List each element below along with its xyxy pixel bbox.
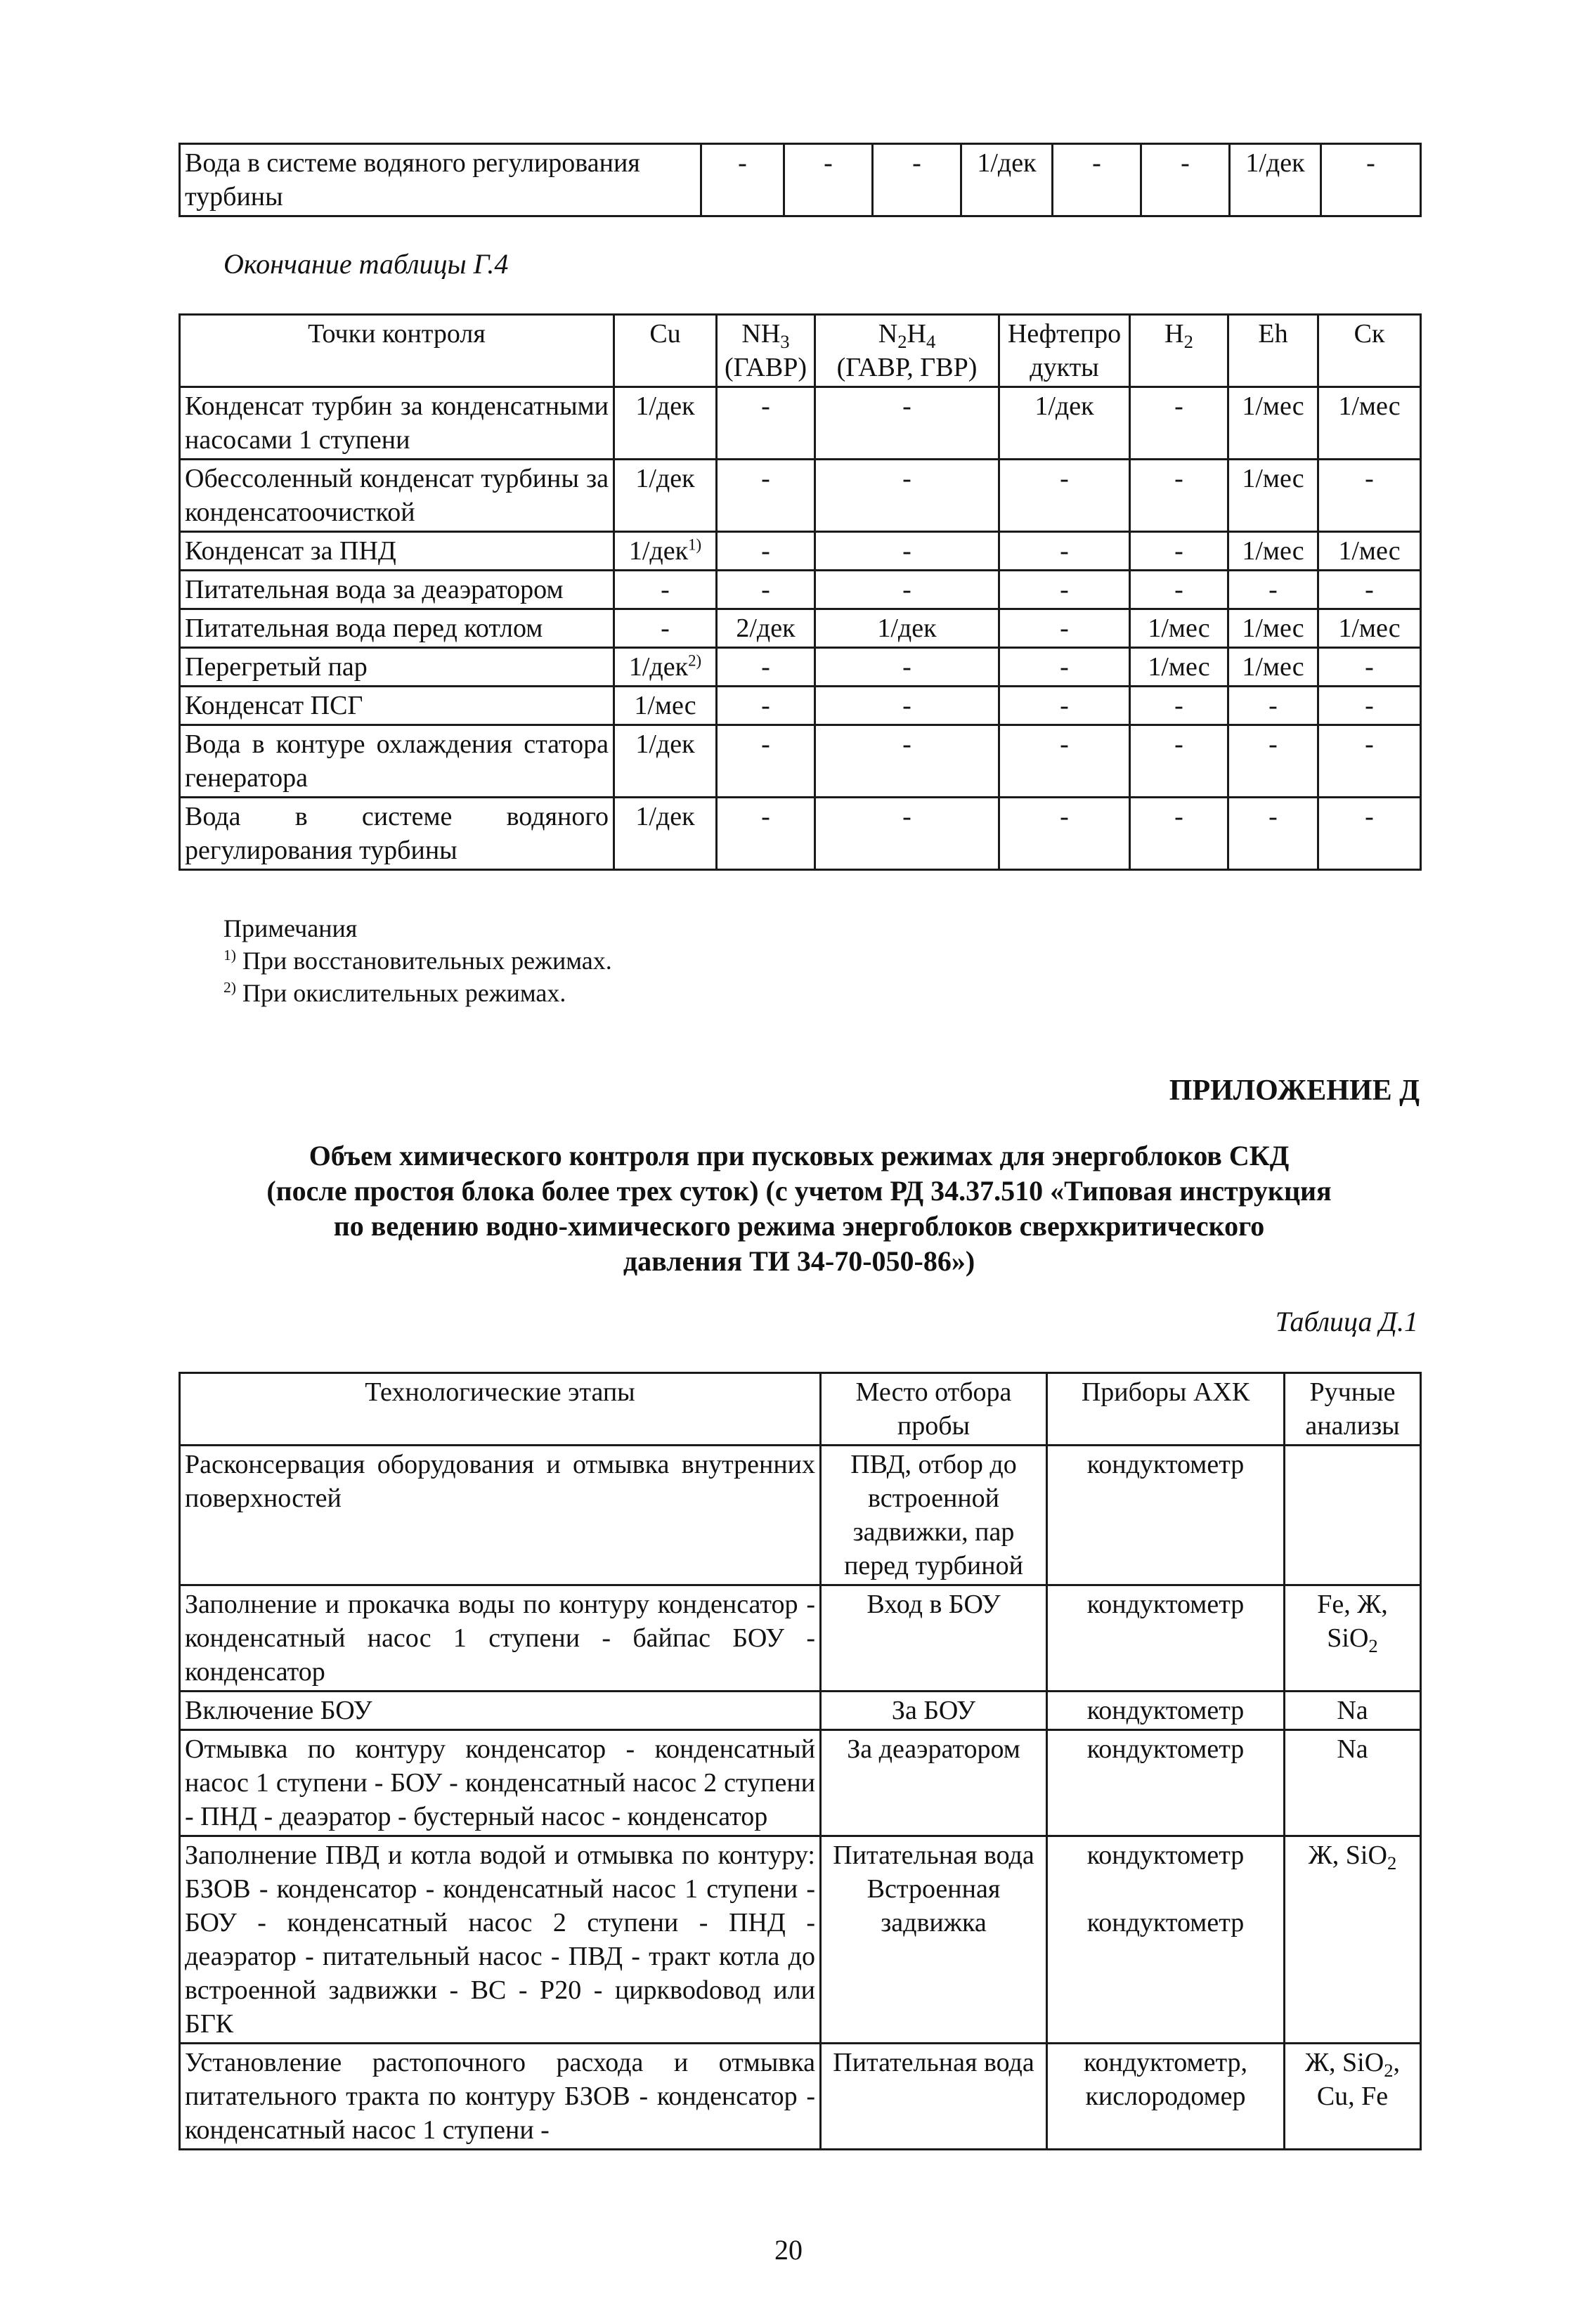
cell: -	[784, 144, 873, 216]
manual-cell: Na	[1285, 1730, 1421, 1836]
place-cell: Питательная вода	[821, 2044, 1047, 2150]
stage-cell: Заполнение ПВД и котла водой и отмывка по контуру: БЗОВ - конденсатор - конденсатный насос 1 ступени - БОУ - конденсатный насос 2 ступени - ПНД - деаэратор - питательный насос - ПВД - тракт котла до встроенной задвижки - ВС - Р20 - цирквodовод или БГК	[180, 1836, 821, 2044]
cell-n2h4: -	[815, 798, 999, 870]
cell-oil: -	[999, 571, 1130, 609]
cell-ck: -	[1318, 648, 1421, 687]
cell-ck: -	[1318, 460, 1421, 532]
cell-h2: 1/мес	[1130, 609, 1228, 648]
table-d1-caption: Таблица Д.1	[1275, 1306, 1418, 1337]
manual-cell: Fe, Ж, SiO$_2$	[1285, 1585, 1421, 1692]
cell-cu: 1/дек	[614, 460, 717, 532]
cell-n2h4: -	[815, 571, 999, 609]
appendix-title: ПРИЛОЖЕНИЕ Д	[1169, 1075, 1420, 1107]
row-label: Вода в системе водяного регулирования турбины	[180, 798, 614, 870]
cell-nh3: -	[717, 648, 815, 687]
cell: -	[701, 144, 784, 216]
table-row	[180, 609, 1421, 648]
table-row	[180, 144, 1421, 216]
row-label: Конденсат турбин за конденсатными насосами 1 ступени	[180, 387, 614, 460]
cell-cu: 1/дек	[614, 798, 717, 870]
header-stage: Технологические этапы	[180, 1373, 821, 1446]
row-label: Питательная вода за деаэратором	[180, 571, 614, 609]
devices-b: кондуктометр	[1086, 1908, 1245, 1937]
table-d1	[179, 1372, 1422, 2150]
cell-cu: 1/дек	[614, 387, 717, 460]
cell-nh3: -	[717, 460, 815, 532]
stage-cell: Включение БОУ	[180, 1692, 821, 1730]
devices-cell: кондуктометр	[1047, 1692, 1285, 1730]
table-row	[180, 687, 1421, 725]
place-cell: Вход в БОУ	[821, 1585, 1047, 1692]
cell-n2h4: -	[815, 532, 999, 571]
stage-cell: Установление растопочного расхода и отмывка питательного тракта по контуру БЗОВ - конденсатор - конденсатный насос 1 ступени -	[180, 2044, 821, 2150]
devices-cell: кондуктометр	[1047, 1730, 1285, 1836]
cell-h2: -	[1130, 460, 1228, 532]
cell-oil: -	[999, 532, 1130, 571]
cell-h2: -	[1130, 532, 1228, 571]
place-cell: ПВД, отбор до встроенной задвижки, пар перед турбиной	[821, 1446, 1047, 1585]
page-number: 20	[774, 2234, 803, 2266]
header-point: Точки контроля	[180, 315, 614, 387]
cell-ck: 1/мес	[1318, 532, 1421, 571]
cell-n2h4: -	[815, 387, 999, 460]
table-g4-caption: Окончание таблицы Г.4	[223, 248, 509, 280]
cell: -	[1321, 144, 1421, 216]
cell-nh3: 2/дек	[717, 609, 815, 648]
table-row	[180, 532, 1421, 571]
cell-nh3: -	[717, 725, 815, 798]
header-h2: $H_2$	[1130, 315, 1228, 387]
table-g4	[179, 313, 1422, 871]
header-ck: Ск	[1318, 315, 1421, 387]
cell-eh: -	[1228, 571, 1318, 609]
note-1: $^{1)}$ При восстановительных режимах.	[223, 947, 612, 975]
manual-cell: Na	[1285, 1692, 1421, 1730]
table-row	[180, 798, 1421, 870]
header-sample-place: Место отбора пробы	[821, 1373, 1047, 1446]
devices-a: кондуктометр	[1086, 1841, 1245, 1870]
top-continuation-table	[179, 143, 1422, 217]
cell-oil: 1/дек	[999, 387, 1130, 460]
header-n2h4: $N_2H_4$ (ГАВР, ГВР)	[815, 315, 999, 387]
cell-h2: -	[1130, 798, 1228, 870]
table-row	[180, 387, 1421, 460]
header-manual: Ручные анализы	[1285, 1373, 1421, 1446]
stage-cell: Расконсервация оборудования и отмывка внутренних поверхностей	[180, 1446, 821, 1585]
heading-line: (после простоя блока более трех суток) (с учетом РД 34.37.510 «Типовая инструкция	[266, 1175, 1332, 1207]
row-label: Конденсат за ПНД	[180, 532, 614, 571]
cell-ck: -	[1318, 725, 1421, 798]
devices-cell	[1047, 1836, 1285, 2044]
cell-nh3: -	[717, 387, 815, 460]
cell-eh: -	[1228, 725, 1318, 798]
cell-cu: 1/дек	[614, 725, 717, 798]
cell-eh: 1/мес	[1228, 648, 1318, 687]
cell: -	[873, 144, 961, 216]
cell-oil: -	[999, 460, 1130, 532]
manual-cell	[1285, 1446, 1421, 1585]
cell-ck: -	[1318, 798, 1421, 870]
table-header-row	[180, 1373, 1421, 1446]
header-oil-products: Нефтепро дукты	[999, 315, 1130, 387]
place-builtin-valve: Встроенная задвижка	[867, 1874, 1001, 1937]
manual-cell: Ж, SiO$_2$, Cu, Fe	[1285, 2044, 1421, 2150]
cell-ck: 1/мес	[1318, 387, 1421, 460]
cell-oil: -	[999, 687, 1130, 725]
stage-cell: Отмывка по контуру конденсатор - конденсатный насос 1 ступени - БОУ - конденсатный насос 2 ступени - ПНД - деаэратор - бустерный насос - конденсатор	[180, 1730, 821, 1836]
cell-h2: -	[1130, 687, 1228, 725]
cell-ck: -	[1318, 571, 1421, 609]
cell-n2h4: -	[815, 460, 999, 532]
cell-cu: -	[614, 609, 717, 648]
row-label: Конденсат ПСГ	[180, 687, 614, 725]
cell-eh: 1/мес	[1228, 532, 1318, 571]
place-feedwater: Питательная вода	[833, 1841, 1034, 1870]
cell-oil: -	[999, 725, 1130, 798]
place-cell	[821, 1836, 1047, 2044]
table-row	[180, 1836, 1421, 2044]
header-nh3: $NH_3$ (ГАВР)	[717, 315, 815, 387]
cell-n2h4: -	[815, 687, 999, 725]
cell-nh3: -	[717, 571, 815, 609]
cell-n2h4: -	[815, 648, 999, 687]
cell-cu: 1/дек$^{1)}$	[614, 532, 717, 571]
cell-n2h4: -	[815, 725, 999, 798]
cell-cu: -	[614, 571, 717, 609]
cell-h2: 1/мес	[1130, 648, 1228, 687]
place-cell: За БОУ	[821, 1692, 1047, 1730]
cell-oil: -	[999, 648, 1130, 687]
devices-cell: кондуктометр	[1047, 1585, 1285, 1692]
note-2: $^{2)}$ При окислительных режимах.	[223, 979, 566, 1007]
table-row	[180, 460, 1421, 532]
devices-cell: кондуктометр	[1047, 1446, 1285, 1585]
cell-nh3: -	[717, 798, 815, 870]
header-cu: Cu	[614, 315, 717, 387]
row-label: Вода в системе водяного регулирования турбины	[180, 144, 701, 216]
table-row	[180, 1446, 1421, 1585]
heading-line: по ведению водно-химического режима энергоблоков сверхкритического	[333, 1210, 1265, 1242]
cell: 1/дек	[961, 144, 1053, 216]
cell-eh: -	[1228, 687, 1318, 725]
cell: 1/дек	[1230, 144, 1321, 216]
header-devices: Приборы АХК	[1047, 1373, 1285, 1446]
cell-ck: 1/мес	[1318, 609, 1421, 648]
stage-cell: Заполнение и прокачка воды по контуру конденсатор - конденсатный насос 1 ступени - байпас БОУ - конденсатор	[180, 1585, 821, 1692]
row-label: Питательная вода перед котлом	[180, 609, 614, 648]
cell: -	[1053, 144, 1141, 216]
table-row	[180, 1585, 1421, 1692]
table-row	[180, 648, 1421, 687]
table-header-row	[180, 315, 1421, 387]
cell-cu: 1/дек$^{2)}$	[614, 648, 717, 687]
cell-h2: -	[1130, 725, 1228, 798]
table-row	[180, 1730, 1421, 1836]
cell-eh: -	[1228, 798, 1318, 870]
cell-ck: -	[1318, 687, 1421, 725]
table-row	[180, 2044, 1421, 2150]
cell-nh3: -	[717, 687, 815, 725]
row-label: Перегретый пар	[180, 648, 614, 687]
cell-eh: 1/мес	[1228, 460, 1318, 532]
table-row	[180, 571, 1421, 609]
cell-cu: 1/мес	[614, 687, 717, 725]
cell-eh: 1/мес	[1228, 387, 1318, 460]
appendix-heading	[179, 1138, 1420, 1279]
cell-h2: -	[1130, 387, 1228, 460]
cell-oil: -	[999, 798, 1130, 870]
place-cell: За деаэратором	[821, 1730, 1047, 1836]
cell-h2: -	[1130, 571, 1228, 609]
manual-cell: Ж, SiO$_2$	[1285, 1836, 1421, 2044]
header-eh: Eh	[1228, 315, 1318, 387]
cell-n2h4: 1/дек	[815, 609, 999, 648]
notes	[223, 912, 612, 1009]
table-row	[180, 725, 1421, 798]
row-label: Вода в контуре охлаждения статора генератора	[180, 725, 614, 798]
row-label: Обессоленный конденсат турбины за конденсатоочисткой	[180, 460, 614, 532]
cell-nh3: -	[717, 532, 815, 571]
cell-oil: -	[999, 609, 1130, 648]
notes-title: Примечания	[223, 914, 358, 942]
table-row	[180, 1692, 1421, 1730]
heading-line: Объем химического контроля при пусковых режимах для энергоблоков СКД	[309, 1140, 1290, 1171]
devices-cell: кондуктометр, кислородомер	[1047, 2044, 1285, 2150]
cell: -	[1141, 144, 1230, 216]
heading-line: давления ТИ 34-70-050-86»)	[623, 1245, 975, 1277]
cell-eh: 1/мес	[1228, 609, 1318, 648]
